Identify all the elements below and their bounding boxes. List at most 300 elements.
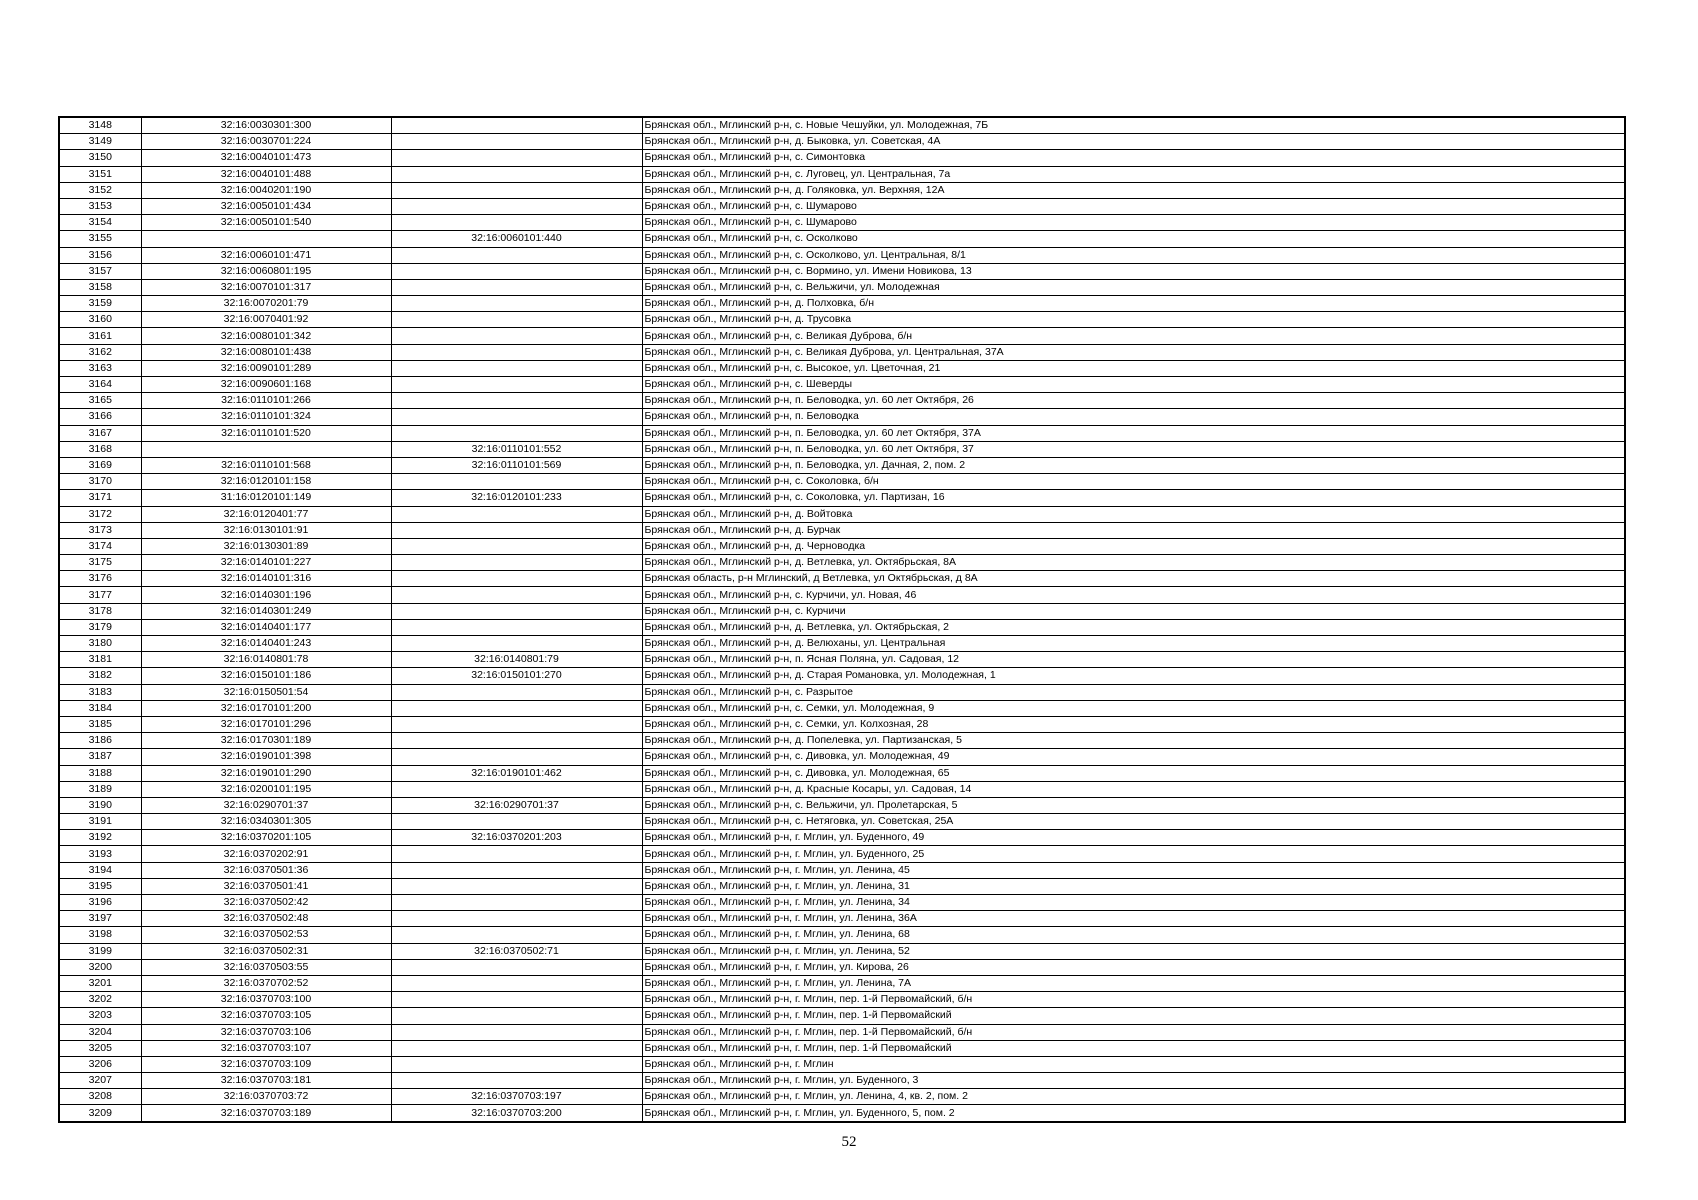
table-row	[59, 409, 1625, 425]
table-row	[59, 603, 1625, 619]
address-cell: Брянская обл., Мглинский р-н, г. Мглин, ул. Буденного, 25	[642, 846, 1625, 862]
address-cell: Брянская обл., Мглинский р-н, п. Ясная Поляна, ул. Садовая, 12	[642, 652, 1625, 668]
address-cell: Брянская обл., Мглинский р-н, с. Вельжичи, ул. Молодежная	[642, 279, 1625, 295]
table-row	[59, 975, 1625, 991]
cadastral-number-cell: 32:16:0030701:224	[141, 134, 391, 150]
row-number-cell: 3184	[59, 700, 141, 716]
table-row	[59, 1089, 1625, 1105]
row-number-cell: 3179	[59, 619, 141, 635]
table-row	[59, 166, 1625, 182]
secondary-cadastral-number-cell	[391, 279, 642, 295]
secondary-cadastral-number-cell	[391, 182, 642, 198]
cadastral-number-cell: 32:16:0140101:316	[141, 571, 391, 587]
row-number-cell: 3166	[59, 409, 141, 425]
cadastral-number-cell: 32:16:0140101:227	[141, 555, 391, 571]
row-number-cell: 3176	[59, 571, 141, 587]
cadastral-number-cell: 32:16:0050101:434	[141, 198, 391, 214]
cadastral-number-cell: 32:16:0190101:290	[141, 765, 391, 781]
secondary-cadastral-number-cell	[391, 700, 642, 716]
address-cell: Брянская обл., Мглинский р-н, д. Быковка, ул. Советская, 4А	[642, 134, 1625, 150]
table-row	[59, 1024, 1625, 1040]
cadastral-number-cell: 32:16:0140801:78	[141, 652, 391, 668]
cadastral-number-cell: 32:16:0040201:190	[141, 182, 391, 198]
table-row	[59, 360, 1625, 376]
cadastral-number-cell: 32:16:0290701:37	[141, 797, 391, 813]
address-cell: Брянская обл., Мглинский р-н, д. Ветлевка, ул. Октябрьская, 8А	[642, 555, 1625, 571]
cadastral-number-cell: 32:16:0370502:53	[141, 927, 391, 943]
cadastral-number-cell: 32:16:0370703:189	[141, 1105, 391, 1122]
table-row	[59, 1073, 1625, 1089]
secondary-cadastral-number-cell	[391, 198, 642, 214]
secondary-cadastral-number-cell	[391, 296, 642, 312]
cadastral-number-cell: 32:16:0140401:177	[141, 619, 391, 635]
row-number-cell: 3190	[59, 797, 141, 813]
row-number-cell: 3186	[59, 733, 141, 749]
row-number-cell: 3162	[59, 344, 141, 360]
secondary-cadastral-number-cell: 32:16:0370201:203	[391, 830, 642, 846]
secondary-cadastral-number-cell	[391, 733, 642, 749]
row-number-cell: 3165	[59, 393, 141, 409]
row-number-cell: 3161	[59, 328, 141, 344]
secondary-cadastral-number-cell	[391, 862, 642, 878]
cadastral-number-cell: 32:16:0370502:42	[141, 895, 391, 911]
address-cell: Брянская обл., Мглинский р-н, с. Новые Чешуйки, ул. Молодежная, 7Б	[642, 117, 1625, 134]
secondary-cadastral-number-cell	[391, 846, 642, 862]
table-row	[59, 927, 1625, 943]
cadastral-number-cell: 32:16:0200101:195	[141, 781, 391, 797]
address-cell: Брянская обл., Мглинский р-н, г. Мглин, ул. Ленина, 34	[642, 895, 1625, 911]
address-cell: Брянская обл., Мглинский р-н, с. Вельжичи, ул. Пролетарская, 5	[642, 797, 1625, 813]
address-cell: Брянская обл., Мглинский р-н, п. Беловодка, ул. 60 лет Октября, 37А	[642, 425, 1625, 441]
table-row	[59, 636, 1625, 652]
row-number-cell: 3155	[59, 231, 141, 247]
row-number-cell: 3199	[59, 943, 141, 959]
cadastral-number-cell: 32:16:0070101:317	[141, 279, 391, 295]
secondary-cadastral-number-cell	[391, 312, 642, 328]
cadastral-number-cell: 32:16:0060101:471	[141, 247, 391, 263]
table-row	[59, 312, 1625, 328]
row-number-cell: 3195	[59, 878, 141, 894]
address-cell: Брянская обл., Мглинский р-н, с. Соколовка, б/н	[642, 474, 1625, 490]
cadastral-number-cell: 32:16:0370502:31	[141, 943, 391, 959]
address-cell: Брянская обл., Мглинский р-н, с. Шумарово	[642, 198, 1625, 214]
row-number-cell: 3167	[59, 425, 141, 441]
table-row	[59, 198, 1625, 214]
property-table-body	[59, 117, 1625, 1122]
address-cell: Брянская обл., Мглинский р-н, с. Осколково, ул. Центральная, 8/1	[642, 247, 1625, 263]
row-number-cell: 3194	[59, 862, 141, 878]
address-cell: Брянская обл., Мглинский р-н, д. Голяковка, ул. Верхняя, 12А	[642, 182, 1625, 198]
secondary-cadastral-number-cell	[391, 360, 642, 376]
row-number-cell: 3192	[59, 830, 141, 846]
table-row	[59, 182, 1625, 198]
address-cell: Брянская обл., Мглинский р-н, с. Соколовка, ул. Партизан, 16	[642, 490, 1625, 506]
address-cell: Брянская обл., Мглинский р-н, г. Мглин, пер. 1-й Первомайский	[642, 1040, 1625, 1056]
table-row	[59, 279, 1625, 295]
secondary-cadastral-number-cell	[391, 1073, 642, 1089]
secondary-cadastral-number-cell: 32:16:0370703:197	[391, 1089, 642, 1105]
secondary-cadastral-number-cell	[391, 1040, 642, 1056]
table-row	[59, 895, 1625, 911]
cadastral-number-cell: 32:16:0080101:342	[141, 328, 391, 344]
address-cell: Брянская обл., Мглинский р-н, г. Мглин, пер. 1-й Первомайский, б/н	[642, 992, 1625, 1008]
cadastral-number-cell: 31:16:0120101:149	[141, 490, 391, 506]
table-row	[59, 587, 1625, 603]
address-cell: Брянская обл., Мглинский р-н, г. Мглин	[642, 1056, 1625, 1072]
row-number-cell: 3189	[59, 781, 141, 797]
address-cell: Брянская обл., Мглинский р-н, п. Беловодка, ул. 60 лет Октября, 37	[642, 441, 1625, 457]
table-row	[59, 457, 1625, 473]
table-row	[59, 1105, 1625, 1122]
cadastral-number-cell: 32:16:0370702:52	[141, 975, 391, 991]
table-row	[59, 1008, 1625, 1024]
address-cell: Брянская область, р-н Мглинский, д Ветлевка, ул Октябрьская, д 8А	[642, 571, 1625, 587]
row-number-cell: 3178	[59, 603, 141, 619]
table-row	[59, 700, 1625, 716]
cadastral-number-cell: 32:16:0070401:92	[141, 312, 391, 328]
address-cell: Брянская обл., Мглинский р-н, г. Мглин, ул. Ленина, 52	[642, 943, 1625, 959]
row-number-cell: 3202	[59, 992, 141, 1008]
row-number-cell: 3154	[59, 215, 141, 231]
row-number-cell: 3168	[59, 441, 141, 457]
cadastral-number-cell: 32:16:0170301:189	[141, 733, 391, 749]
table-row	[59, 943, 1625, 959]
row-number-cell: 3198	[59, 927, 141, 943]
secondary-cadastral-number-cell: 32:16:0140801:79	[391, 652, 642, 668]
secondary-cadastral-number-cell	[391, 344, 642, 360]
table-row	[59, 538, 1625, 554]
cadastral-number-cell: 32:16:0150101:186	[141, 668, 391, 684]
secondary-cadastral-number-cell	[391, 749, 642, 765]
address-cell: Брянская обл., Мглинский р-н, г. Мглин, ул. Ленина, 68	[642, 927, 1625, 943]
secondary-cadastral-number-cell	[391, 1008, 642, 1024]
secondary-cadastral-number-cell	[391, 619, 642, 635]
secondary-cadastral-number-cell	[391, 425, 642, 441]
page-number: 52	[841, 1134, 857, 1150]
cadastral-number-cell: 32:16:0110101:568	[141, 457, 391, 473]
secondary-cadastral-number-cell	[391, 636, 642, 652]
secondary-cadastral-number-cell	[391, 134, 642, 150]
cadastral-number-cell: 32:16:0190101:398	[141, 749, 391, 765]
address-cell: Брянская обл., Мглинский р-н, г. Мглин, ул. Ленина, 45	[642, 862, 1625, 878]
table-row	[59, 652, 1625, 668]
table-row	[59, 117, 1625, 134]
secondary-cadastral-number-cell	[391, 555, 642, 571]
row-number-cell: 3200	[59, 959, 141, 975]
cadastral-number-cell: 32:16:0140301:249	[141, 603, 391, 619]
secondary-cadastral-number-cell	[391, 878, 642, 894]
address-cell: Брянская обл., Мглинский р-н, с. Осколково	[642, 231, 1625, 247]
address-cell: Брянская обл., Мглинский р-н, д. Красные Косары, ул. Садовая, 14	[642, 781, 1625, 797]
address-cell: Брянская обл., Мглинский р-н, д. Трусовка	[642, 312, 1625, 328]
table-row	[59, 765, 1625, 781]
address-cell: Брянская обл., Мглинский р-н, г. Мглин, ул. Буденного, 49	[642, 830, 1625, 846]
row-number-cell: 3160	[59, 312, 141, 328]
row-number-cell: 3159	[59, 296, 141, 312]
row-number-cell: 3148	[59, 117, 141, 134]
address-cell: Брянская обл., Мглинский р-н, д. Старая Романовка, ул. Молодежная, 1	[642, 668, 1625, 684]
table-row	[59, 393, 1625, 409]
address-cell: Брянская обл., Мглинский р-н, г. Мглин, ул. Буденного, 3	[642, 1073, 1625, 1089]
secondary-cadastral-number-cell	[391, 603, 642, 619]
address-cell: Брянская обл., Мглинский р-н, с. Шеверды	[642, 377, 1625, 393]
table-row	[59, 1056, 1625, 1072]
row-number-cell: 3187	[59, 749, 141, 765]
address-cell: Брянская обл., Мглинский р-н, г. Мглин, ул. Ленина, 7А	[642, 975, 1625, 991]
secondary-cadastral-number-cell	[391, 684, 642, 700]
address-cell: Брянская обл., Мглинский р-н, г. Мглин, ул. Буденного, 5, пом. 2	[642, 1105, 1625, 1122]
cadastral-number-cell: 32:16:0110101:324	[141, 409, 391, 425]
secondary-cadastral-number-cell	[391, 911, 642, 927]
row-number-cell: 3150	[59, 150, 141, 166]
secondary-cadastral-number-cell	[391, 377, 642, 393]
table-row	[59, 668, 1625, 684]
secondary-cadastral-number-cell	[391, 506, 642, 522]
table-row	[59, 781, 1625, 797]
secondary-cadastral-number-cell	[391, 538, 642, 554]
cadastral-number-cell	[141, 441, 391, 457]
cadastral-number-cell: 32:16:0150501:54	[141, 684, 391, 700]
cadastral-number-cell: 32:16:0090601:168	[141, 377, 391, 393]
address-cell: Брянская обл., Мглинский р-н, п. Беловодка, ул. 60 лет Октября, 26	[642, 393, 1625, 409]
secondary-cadastral-number-cell	[391, 1024, 642, 1040]
table-row	[59, 150, 1625, 166]
address-cell: Брянская обл., Мглинский р-н, г. Мглин, ул. Ленина, 4, кв. 2, пом. 2	[642, 1089, 1625, 1105]
address-cell: Брянская обл., Мглинский р-н, с. Симонтовка	[642, 150, 1625, 166]
table-row	[59, 862, 1625, 878]
table-row	[59, 441, 1625, 457]
table-row	[59, 134, 1625, 150]
table-row	[59, 619, 1625, 635]
secondary-cadastral-number-cell: 32:16:0150101:270	[391, 668, 642, 684]
table-row	[59, 522, 1625, 538]
address-cell: Брянская обл., Мглинский р-н, п. Беловодка	[642, 409, 1625, 425]
address-cell: Брянская обл., Мглинский р-н, д. Попелевка, ул. Партизанская, 5	[642, 733, 1625, 749]
cadastral-number-cell: 32:16:0030301:300	[141, 117, 391, 134]
row-number-cell: 3174	[59, 538, 141, 554]
secondary-cadastral-number-cell	[391, 393, 642, 409]
address-cell: Брянская обл., Мглинский р-н, д. Ветлевка, ул. Октябрьская, 2	[642, 619, 1625, 635]
table-row	[59, 377, 1625, 393]
address-cell: Брянская обл., Мглинский р-н, с. Нетяговка, ул. Советская, 25А	[642, 814, 1625, 830]
cadastral-number-cell: 32:16:0370503:55	[141, 959, 391, 975]
address-cell: Брянская обл., Мглинский р-н, с. Разрытое	[642, 684, 1625, 700]
table-row	[59, 749, 1625, 765]
row-number-cell: 3175	[59, 555, 141, 571]
row-number-cell: 3152	[59, 182, 141, 198]
secondary-cadastral-number-cell	[391, 992, 642, 1008]
cadastral-number-cell: 32:16:0370501:36	[141, 862, 391, 878]
row-number-cell: 3163	[59, 360, 141, 376]
cadastral-number-cell: 32:16:0040101:488	[141, 166, 391, 182]
secondary-cadastral-number-cell	[391, 474, 642, 490]
secondary-cadastral-number-cell	[391, 814, 642, 830]
table-row	[59, 425, 1625, 441]
table-row	[59, 344, 1625, 360]
secondary-cadastral-number-cell: 32:16:0110101:569	[391, 457, 642, 473]
row-number-cell: 3206	[59, 1056, 141, 1072]
cadastral-number-cell: 32:16:0090101:289	[141, 360, 391, 376]
cadastral-number-cell: 32:16:0370703:106	[141, 1024, 391, 1040]
row-number-cell: 3208	[59, 1089, 141, 1105]
table-row	[59, 215, 1625, 231]
cadastral-number-cell: 32:16:0370703:100	[141, 992, 391, 1008]
secondary-cadastral-number-cell	[391, 781, 642, 797]
table-row	[59, 911, 1625, 927]
address-cell: Брянская обл., Мглинский р-н, г. Мглин, ул. Кирова, 26	[642, 959, 1625, 975]
row-number-cell: 3203	[59, 1008, 141, 1024]
row-number-cell: 3193	[59, 846, 141, 862]
row-number-cell: 3191	[59, 814, 141, 830]
secondary-cadastral-number-cell: 32:16:0290701:37	[391, 797, 642, 813]
secondary-cadastral-number-cell	[391, 215, 642, 231]
cadastral-number-cell: 32:16:0110101:266	[141, 393, 391, 409]
secondary-cadastral-number-cell: 32:16:0120101:233	[391, 490, 642, 506]
cadastral-number-cell: 32:16:0140301:196	[141, 587, 391, 603]
table-row	[59, 830, 1625, 846]
secondary-cadastral-number-cell	[391, 409, 642, 425]
cadastral-number-cell: 32:16:0080101:438	[141, 344, 391, 360]
cadastral-number-cell	[141, 231, 391, 247]
row-number-cell: 3157	[59, 263, 141, 279]
address-cell: Брянская обл., Мглинский р-н, г. Мглин, ул. Ленина, 36А	[642, 911, 1625, 927]
secondary-cadastral-number-cell	[391, 117, 642, 134]
row-number-cell: 3164	[59, 377, 141, 393]
row-number-cell: 3201	[59, 975, 141, 991]
cadastral-number-cell: 32:16:0130101:91	[141, 522, 391, 538]
secondary-cadastral-number-cell	[391, 247, 642, 263]
row-number-cell: 3197	[59, 911, 141, 927]
secondary-cadastral-number-cell	[391, 1056, 642, 1072]
address-cell: Брянская обл., Мглинский р-н, с. Курчичи	[642, 603, 1625, 619]
row-number-cell: 3183	[59, 684, 141, 700]
address-cell: Брянская обл., Мглинский р-н, с. Высокое, ул. Цветочная, 21	[642, 360, 1625, 376]
table-row	[59, 846, 1625, 862]
table-row	[59, 490, 1625, 506]
secondary-cadastral-number-cell: 32:16:0110101:552	[391, 441, 642, 457]
cadastral-number-cell: 32:16:0370703:107	[141, 1040, 391, 1056]
secondary-cadastral-number-cell	[391, 263, 642, 279]
row-number-cell: 3185	[59, 716, 141, 732]
cadastral-number-cell: 32:16:0040101:473	[141, 150, 391, 166]
secondary-cadastral-number-cell	[391, 716, 642, 732]
cadastral-number-cell: 32:16:0170101:200	[141, 700, 391, 716]
cadastral-number-cell: 32:16:0370703:109	[141, 1056, 391, 1072]
address-cell: Брянская обл., Мглинский р-н, с. Великая Дуброва, ул. Центральная, 37А	[642, 344, 1625, 360]
secondary-cadastral-number-cell	[391, 587, 642, 603]
row-number-cell: 3156	[59, 247, 141, 263]
cadastral-number-cell: 32:16:0050101:540	[141, 215, 391, 231]
cadastral-number-cell: 32:16:0060801:195	[141, 263, 391, 279]
property-table	[58, 116, 1626, 1123]
row-number-cell: 3188	[59, 765, 141, 781]
secondary-cadastral-number-cell	[391, 150, 642, 166]
table-row	[59, 959, 1625, 975]
row-number-cell: 3149	[59, 134, 141, 150]
row-number-cell: 3169	[59, 457, 141, 473]
table-row	[59, 263, 1625, 279]
row-number-cell: 3151	[59, 166, 141, 182]
cadastral-number-cell: 32:16:0370202:91	[141, 846, 391, 862]
table-row	[59, 571, 1625, 587]
table-row	[59, 733, 1625, 749]
cadastral-number-cell: 32:16:0370703:105	[141, 1008, 391, 1024]
table-row	[59, 797, 1625, 813]
secondary-cadastral-number-cell: 32:16:0060101:440	[391, 231, 642, 247]
row-number-cell: 3158	[59, 279, 141, 295]
row-number-cell: 3177	[59, 587, 141, 603]
address-cell: Брянская обл., Мглинский р-н, с. Дивовка, ул. Молодежная, 65	[642, 765, 1625, 781]
row-number-cell: 3173	[59, 522, 141, 538]
address-cell: Брянская обл., Мглинский р-н, г. Мглин, пер. 1-й Первомайский, б/н	[642, 1024, 1625, 1040]
row-number-cell: 3207	[59, 1073, 141, 1089]
table-row	[59, 328, 1625, 344]
cadastral-number-cell: 32:16:0120101:158	[141, 474, 391, 490]
cadastral-number-cell: 32:16:0370201:105	[141, 830, 391, 846]
cadastral-number-cell: 32:16:0170101:296	[141, 716, 391, 732]
row-number-cell: 3204	[59, 1024, 141, 1040]
row-number-cell: 3181	[59, 652, 141, 668]
row-number-cell: 3172	[59, 506, 141, 522]
cadastral-number-cell: 32:16:0120401:77	[141, 506, 391, 522]
table-row	[59, 247, 1625, 263]
table-row	[59, 555, 1625, 571]
address-cell: Брянская обл., Мглинский р-н, д. Бурчак	[642, 522, 1625, 538]
row-number-cell: 3209	[59, 1105, 141, 1122]
cadastral-number-cell: 32:16:0340301:305	[141, 814, 391, 830]
table-row	[59, 684, 1625, 700]
address-cell: Брянская обл., Мглинский р-н, д. Велюханы, ул. Центральная	[642, 636, 1625, 652]
secondary-cadastral-number-cell	[391, 571, 642, 587]
table-row	[59, 716, 1625, 732]
address-cell: Брянская обл., Мглинский р-н, с. Курчичи, ул. Новая, 46	[642, 587, 1625, 603]
address-cell: Брянская обл., Мглинский р-н, д. Черноводка	[642, 538, 1625, 554]
secondary-cadastral-number-cell	[391, 975, 642, 991]
address-cell: Брянская обл., Мглинский р-н, п. Беловодка, ул. Дачная, 2, пом. 2	[642, 457, 1625, 473]
address-cell: Брянская обл., Мглинский р-н, с. Дивовка, ул. Молодежная, 49	[642, 749, 1625, 765]
address-cell: Брянская обл., Мглинский р-н, с. Вормино, ул. Имени Новикова, 13	[642, 263, 1625, 279]
secondary-cadastral-number-cell: 32:16:0370703:200	[391, 1105, 642, 1122]
secondary-cadastral-number-cell	[391, 927, 642, 943]
secondary-cadastral-number-cell	[391, 522, 642, 538]
address-cell: Брянская обл., Мглинский р-н, с. Семки, ул. Молодежная, 9	[642, 700, 1625, 716]
row-number-cell: 3180	[59, 636, 141, 652]
table-row	[59, 814, 1625, 830]
cadastral-number-cell: 32:16:0140401:243	[141, 636, 391, 652]
address-cell: Брянская обл., Мглинский р-н, д. Войтовка	[642, 506, 1625, 522]
row-number-cell: 3196	[59, 895, 141, 911]
secondary-cadastral-number-cell: 32:16:0190101:462	[391, 765, 642, 781]
cadastral-number-cell: 32:16:0370703:181	[141, 1073, 391, 1089]
secondary-cadastral-number-cell	[391, 895, 642, 911]
row-number-cell: 3205	[59, 1040, 141, 1056]
table-row	[59, 474, 1625, 490]
table-row	[59, 878, 1625, 894]
cadastral-number-cell: 32:16:0370703:72	[141, 1089, 391, 1105]
table-row	[59, 992, 1625, 1008]
row-number-cell: 3170	[59, 474, 141, 490]
secondary-cadastral-number-cell	[391, 166, 642, 182]
cadastral-number-cell: 32:16:0110101:520	[141, 425, 391, 441]
address-cell: Брянская обл., Мглинский р-н, с. Шумарово	[642, 215, 1625, 231]
cadastral-number-cell: 32:16:0370502:48	[141, 911, 391, 927]
address-cell: Брянская обл., Мглинский р-н, с. Семки, ул. Колхозная, 28	[642, 716, 1625, 732]
address-cell: Брянская обл., Мглинский р-н, д. Полховка, б/н	[642, 296, 1625, 312]
address-cell: Брянская обл., Мглинский р-н, г. Мглин, ул. Ленина, 31	[642, 878, 1625, 894]
secondary-cadastral-number-cell: 32:16:0370502:71	[391, 943, 642, 959]
row-number-cell: 3153	[59, 198, 141, 214]
table-row	[59, 1040, 1625, 1056]
